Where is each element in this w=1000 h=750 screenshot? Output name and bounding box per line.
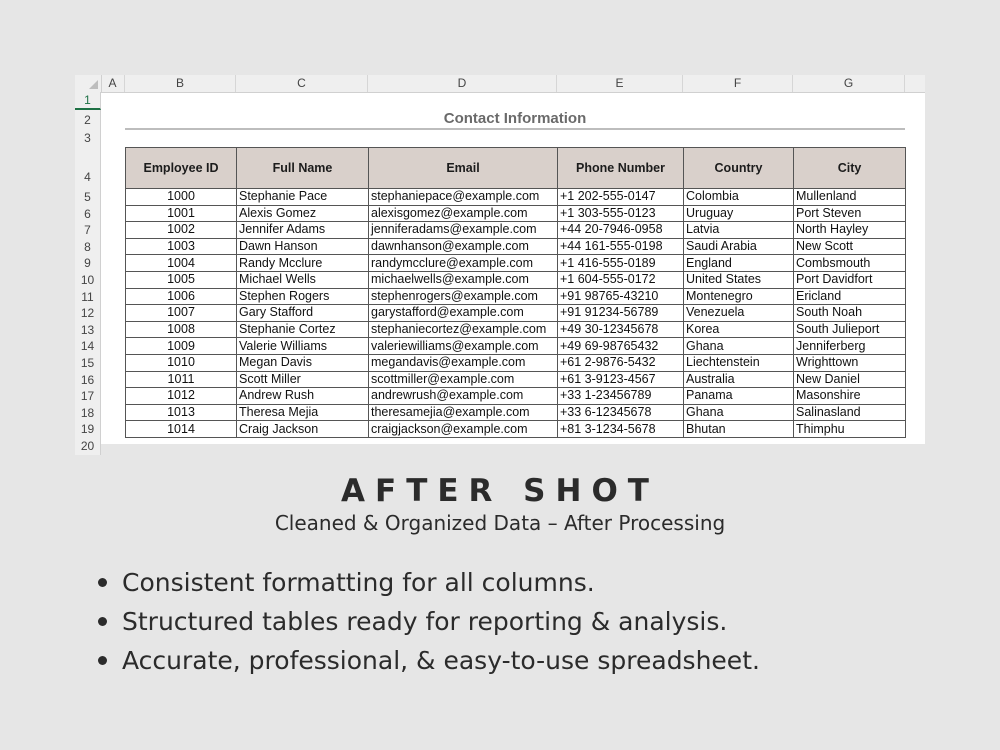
row-header-16[interactable]: 16 [75, 372, 101, 389]
row-header-5[interactable]: 5 [75, 189, 101, 206]
column-header-d[interactable]: D [368, 75, 557, 92]
column-header-f[interactable]: F [683, 75, 793, 92]
cell-email[interactable]: megandavis@example.com [369, 354, 558, 371]
row-header-20[interactable]: 20 [75, 438, 101, 455]
table-row [126, 321, 906, 338]
cell-country[interactable]: United States [684, 271, 794, 288]
cell-city[interactable]: New Scott [794, 238, 906, 255]
cell-employee-id[interactable]: 1014 [126, 421, 237, 438]
header-phone-number[interactable]: Phone Number [558, 148, 684, 189]
row-header-2[interactable]: 2 [75, 110, 101, 130]
header-employee-id[interactable]: Employee ID [126, 148, 237, 189]
cell-country[interactable]: Panama [684, 388, 794, 405]
cell-full-name[interactable]: Gary Stafford [237, 305, 369, 322]
cell-email[interactable]: valeriewilliams@example.com [369, 338, 558, 355]
cell-phone-number[interactable]: +1 604-555-0172 [558, 271, 684, 288]
cell-email[interactable]: dawnhanson@example.com [369, 238, 558, 255]
cell-city[interactable]: Port Steven [794, 205, 906, 222]
cell-phone-number[interactable]: +1 303-555-0123 [558, 205, 684, 222]
cell-country[interactable]: Colombia [684, 189, 794, 206]
after-shot-subheading: Cleaned & Organized Data – After Processing [274, 511, 726, 535]
table-row [126, 338, 906, 355]
row-header-9[interactable]: 9 [75, 255, 101, 272]
cell-full-name[interactable]: Dawn Hanson [237, 238, 369, 255]
cell-phone-number[interactable]: +1 416-555-0189 [558, 255, 684, 272]
row-header-19[interactable]: 19 [75, 421, 101, 438]
cell-full-name[interactable]: Scott Miller [237, 371, 369, 388]
cell-employee-id[interactable]: 1012 [126, 388, 237, 405]
cell-country[interactable]: Saudi Arabia [684, 238, 794, 255]
table-row [126, 255, 906, 272]
cell-employee-id[interactable]: 1004 [126, 255, 237, 272]
cell-phone-number[interactable]: +61 2-9876-5432 [558, 354, 684, 371]
cell-employee-id[interactable]: 1006 [126, 288, 237, 305]
feature-item [98, 563, 760, 602]
cell-full-name[interactable]: Valerie Williams [237, 338, 369, 355]
cell-employee-id[interactable]: 1002 [126, 222, 237, 239]
column-header-g[interactable]: G [793, 75, 905, 92]
cell-employee-id[interactable]: 1005 [126, 271, 237, 288]
cell-phone-number[interactable]: +49 30-12345678 [558, 321, 684, 338]
cell-email[interactable]: stephaniepace@example.com [369, 189, 558, 206]
feature-list [98, 563, 760, 680]
cell-city[interactable]: Ericland [794, 288, 906, 305]
cell-full-name[interactable]: Stephen Rogers [237, 288, 369, 305]
row-header-12[interactable]: 12 [75, 305, 101, 322]
row-header-15[interactable]: 15 [75, 355, 101, 372]
row-header-1[interactable]: 1 [75, 92, 101, 110]
cell-city[interactable]: South Noah [794, 305, 906, 322]
cell-phone-number[interactable]: +91 91234-56789 [558, 305, 684, 322]
feature-item [98, 641, 760, 680]
column-header-b[interactable]: B [125, 75, 236, 92]
cell-phone-number[interactable]: +81 3-1234-5678 [558, 421, 684, 438]
table-row [126, 238, 906, 255]
cell-full-name[interactable]: Andrew Rush [237, 388, 369, 405]
cell-employee-id[interactable]: 1003 [126, 238, 237, 255]
cell-country[interactable]: Korea [684, 321, 794, 338]
cell-city[interactable]: Combsmouth [794, 255, 906, 272]
cell-country[interactable]: Liechtenstein [684, 354, 794, 371]
cell-city[interactable]: Salinasland [794, 404, 906, 421]
header-email[interactable]: Email [369, 148, 558, 189]
cell-full-name[interactable]: Craig Jackson [237, 421, 369, 438]
table-row [126, 205, 906, 222]
row-header-14[interactable]: 14 [75, 338, 101, 355]
title-underline [125, 128, 905, 130]
row-header-4[interactable]: 4 [75, 147, 101, 189]
table-row [126, 222, 906, 239]
cell-email[interactable]: garystafford@example.com [369, 305, 558, 322]
contact-table [125, 147, 906, 438]
cell-full-name[interactable]: Stephanie Pace [237, 189, 369, 206]
cell-country[interactable]: Bhutan [684, 421, 794, 438]
cell-email[interactable]: craigjackson@example.com [369, 421, 558, 438]
cell-full-name[interactable]: Randy Mcclure [237, 255, 369, 272]
cell-city[interactable]: Masonshire [794, 388, 906, 405]
sheet-title[interactable]: Contact Information [443, 110, 587, 127]
column-header-a[interactable]: A [101, 75, 125, 92]
cell-full-name[interactable]: Jennifer Adams [237, 222, 369, 239]
table-row [126, 421, 906, 438]
cell-country[interactable]: England [684, 255, 794, 272]
cell-full-name[interactable]: Theresa Mejia [237, 404, 369, 421]
column-header-c[interactable]: C [236, 75, 368, 92]
cell-email[interactable]: jenniferadams@example.com [369, 222, 558, 239]
cell-employee-id[interactable]: 1013 [126, 404, 237, 421]
header-full-name[interactable]: Full Name [237, 148, 369, 189]
cell-country[interactable]: Montenegro [684, 288, 794, 305]
cell-phone-number[interactable]: +33 1-23456789 [558, 388, 684, 405]
cell-phone-number[interactable]: +33 6-12345678 [558, 404, 684, 421]
cell-city[interactable]: Wrighttown [794, 354, 906, 371]
row-header-11[interactable]: 11 [75, 289, 101, 306]
cell-city[interactable]: New Daniel [794, 371, 906, 388]
cell-country[interactable]: Uruguay [684, 205, 794, 222]
column-header-bar [75, 75, 925, 93]
cell-phone-number[interactable]: +91 98765-43210 [558, 288, 684, 305]
cell-email[interactable]: stephaniecortez@example.com [369, 321, 558, 338]
select-all-corner[interactable] [75, 75, 102, 92]
cell-employee-id[interactable]: 1008 [126, 321, 237, 338]
row-header-17[interactable]: 17 [75, 388, 101, 405]
cell-email[interactable]: scottmiller@example.com [369, 371, 558, 388]
cell-email[interactable]: randymcclure@example.com [369, 255, 558, 272]
row-header-3[interactable]: 3 [75, 130, 101, 147]
cell-phone-number[interactable]: +44 20-7946-0958 [558, 222, 684, 239]
table-row [126, 305, 906, 322]
row-header-18[interactable]: 18 [75, 405, 101, 422]
feature-text: Consistent formatting for all columns. [122, 568, 595, 597]
cell-email[interactable]: michaelwells@example.com [369, 271, 558, 288]
spreadsheet-view [75, 75, 925, 453]
after-shot-heading: AFTER SHOT [341, 473, 659, 509]
cell-city[interactable]: North Hayley [794, 222, 906, 239]
table-body [126, 189, 906, 438]
cell-employee-id[interactable]: 1000 [126, 189, 237, 206]
table-row [126, 354, 906, 371]
cell-employee-id[interactable]: 1001 [126, 205, 237, 222]
cell-country[interactable]: Australia [684, 371, 794, 388]
cell-email[interactable]: alexisgomez@example.com [369, 205, 558, 222]
cell-employee-id[interactable]: 1009 [126, 338, 237, 355]
cell-full-name[interactable]: Alexis Gomez [237, 205, 369, 222]
cell-employee-id[interactable]: 1011 [126, 371, 237, 388]
table-row [126, 371, 906, 388]
cell-full-name[interactable]: Stephanie Cortez [237, 321, 369, 338]
cell-city[interactable]: Thimphu [794, 421, 906, 438]
cell-phone-number[interactable]: +49 69-98765432 [558, 338, 684, 355]
cell-email[interactable]: theresamejia@example.com [369, 404, 558, 421]
cell-city[interactable]: South Julieport [794, 321, 906, 338]
table-row [126, 271, 906, 288]
feature-item [98, 602, 760, 641]
bullet-icon [98, 617, 107, 626]
table-row [126, 404, 906, 421]
table-header-row [126, 148, 906, 189]
cell-country[interactable]: Venezuela [684, 305, 794, 322]
row-header-13[interactable]: 13 [75, 322, 101, 339]
cell-country[interactable]: Ghana [684, 404, 794, 421]
cell-phone-number[interactable]: +44 161-555-0198 [558, 238, 684, 255]
cell-country[interactable]: Ghana [684, 338, 794, 355]
header-city[interactable]: City [794, 148, 906, 189]
row-header-10[interactable]: 10 [75, 272, 101, 289]
bullet-icon [98, 578, 107, 587]
table-row [126, 288, 906, 305]
column-header-e[interactable]: E [557, 75, 683, 92]
feature-text: Accurate, professional, & easy-to-use spreadsheet. [122, 646, 760, 675]
cell-email[interactable]: stephenrogers@example.com [369, 288, 558, 305]
cell-phone-number[interactable]: +1 202-555-0147 [558, 189, 684, 206]
cell-employee-id[interactable]: 1007 [126, 305, 237, 322]
cell-employee-id[interactable]: 1010 [126, 354, 237, 371]
cell-country[interactable]: Latvia [684, 222, 794, 239]
cell-city[interactable]: Mullenland [794, 189, 906, 206]
cell-city[interactable]: Jenniferberg [794, 338, 906, 355]
bullet-icon [98, 656, 107, 665]
table-row [126, 388, 906, 405]
header-country[interactable]: Country [684, 148, 794, 189]
cell-phone-number[interactable]: +61 3-9123-4567 [558, 371, 684, 388]
cell-full-name[interactable]: Michael Wells [237, 271, 369, 288]
cell-city[interactable]: Port Davidfort [794, 271, 906, 288]
row-header-7[interactable]: 7 [75, 222, 101, 239]
cell-email[interactable]: andrewrush@example.com [369, 388, 558, 405]
table-row [126, 189, 906, 206]
cell-full-name[interactable]: Megan Davis [237, 354, 369, 371]
feature-text: Structured tables ready for reporting & analysis. [122, 607, 728, 636]
row-header-6[interactable]: 6 [75, 206, 101, 223]
row-header-8[interactable]: 8 [75, 239, 101, 256]
